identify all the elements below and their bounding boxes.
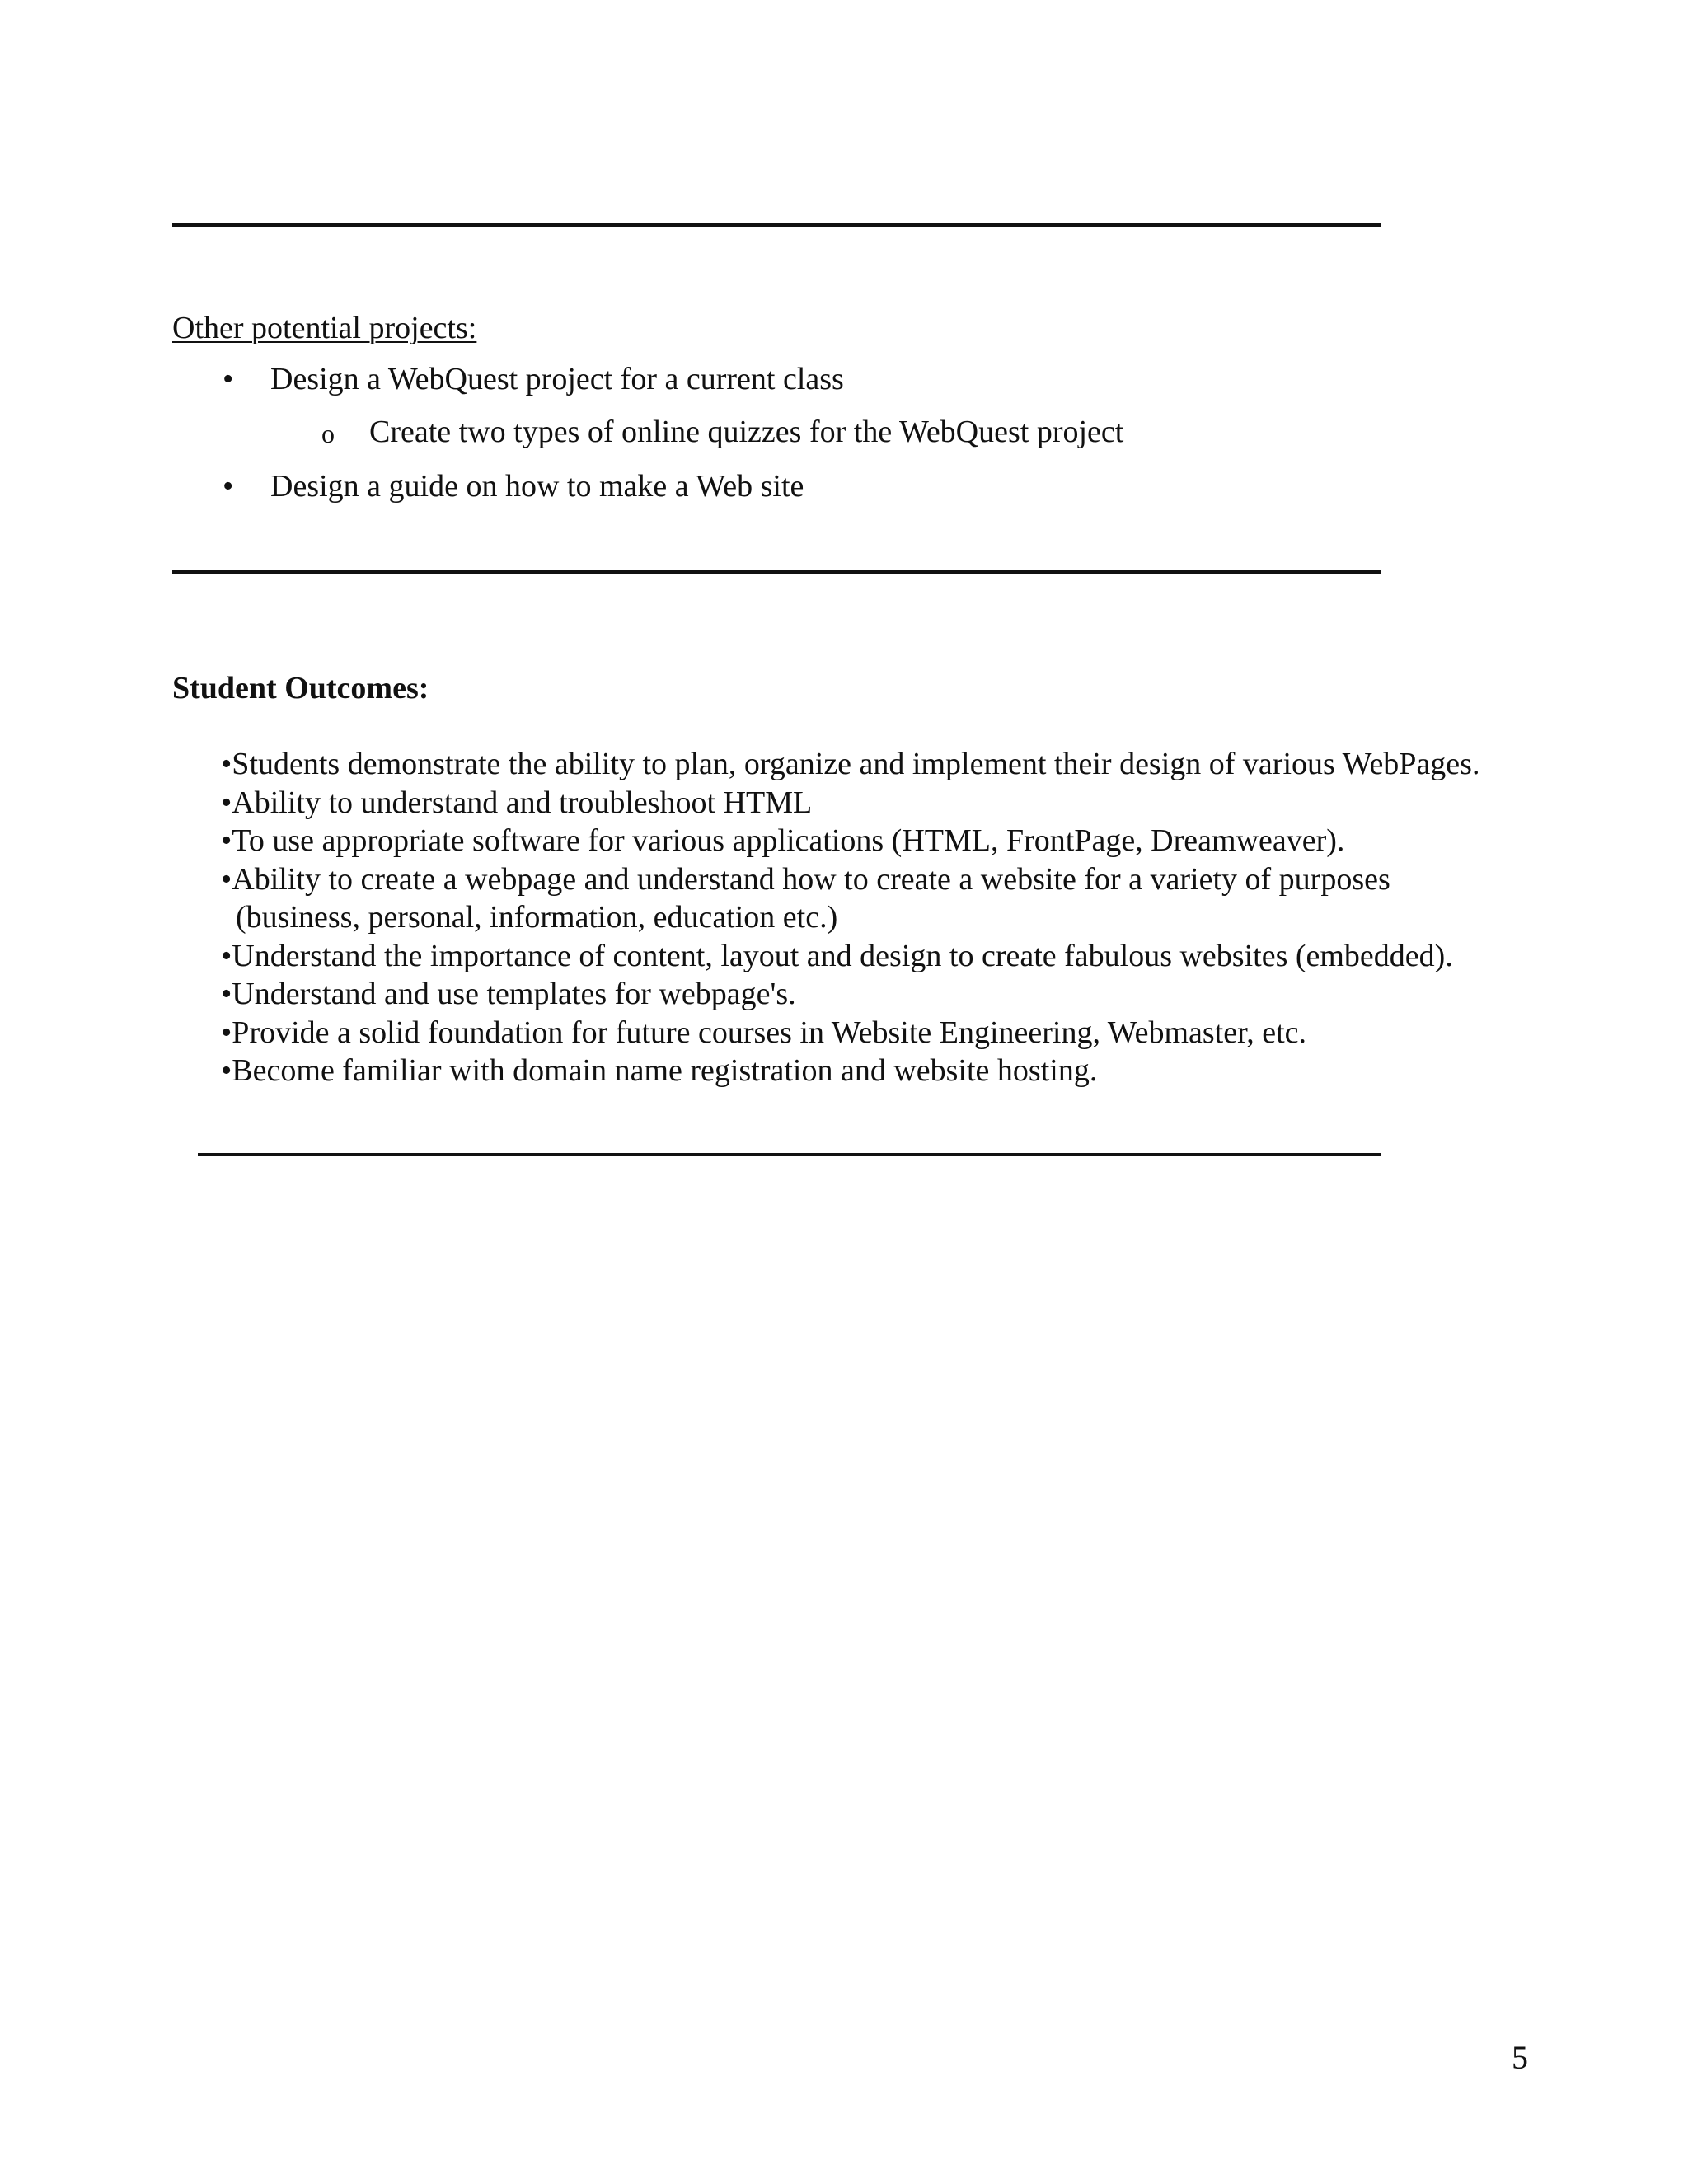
outcome-item: •To use appropriate software for various applications (HTML, FrontPage, Dreamweaver). [221, 823, 1345, 858]
outcome-item: •Provide a solid foundation for future courses in Website Engineering, Webmaster, etc. [221, 1015, 1307, 1050]
outcome-item-continuation: (business, personal, information, education etc.) [236, 900, 838, 935]
student-outcomes-list [221, 745, 1540, 1090]
horizontal-rule-middle [172, 570, 1381, 574]
page-number: 5 [1512, 2039, 1528, 2076]
outcome-item: •Become familiar with domain name registration and website hosting. [221, 1053, 1098, 1088]
sub-bullet-icon: o [321, 419, 335, 448]
project-item: Design a WebQuest project for a current class [270, 362, 844, 396]
project-item: Design a guide on how to make a Web site [270, 469, 804, 504]
outcome-item: •Students demonstrate the ability to plan, organize and implement their design of various WebPages. [221, 747, 1480, 781]
horizontal-rule-bottom [198, 1153, 1381, 1156]
outcome-item: •Ability to understand and troubleshoot HTML [221, 785, 813, 820]
bullet-icon: • [223, 362, 234, 396]
outcome-item: •Understand the importance of content, layout and design to create fabulous websites (embedded). [221, 938, 1453, 973]
horizontal-rule-top [172, 223, 1381, 227]
student-outcomes-heading: Student Outcomes: [172, 671, 429, 705]
other-projects-heading: Other potential projects: [172, 311, 477, 345]
outcome-item: •Understand and use templates for webpage's. [221, 977, 796, 1011]
outcome-item: •Ability to create a webpage and understand how to create a website for a variety of purposes [221, 861, 1390, 897]
bullet-icon: • [223, 469, 234, 504]
project-sub-item: Create two types of online quizzes for the WebQuest project [369, 415, 1124, 449]
